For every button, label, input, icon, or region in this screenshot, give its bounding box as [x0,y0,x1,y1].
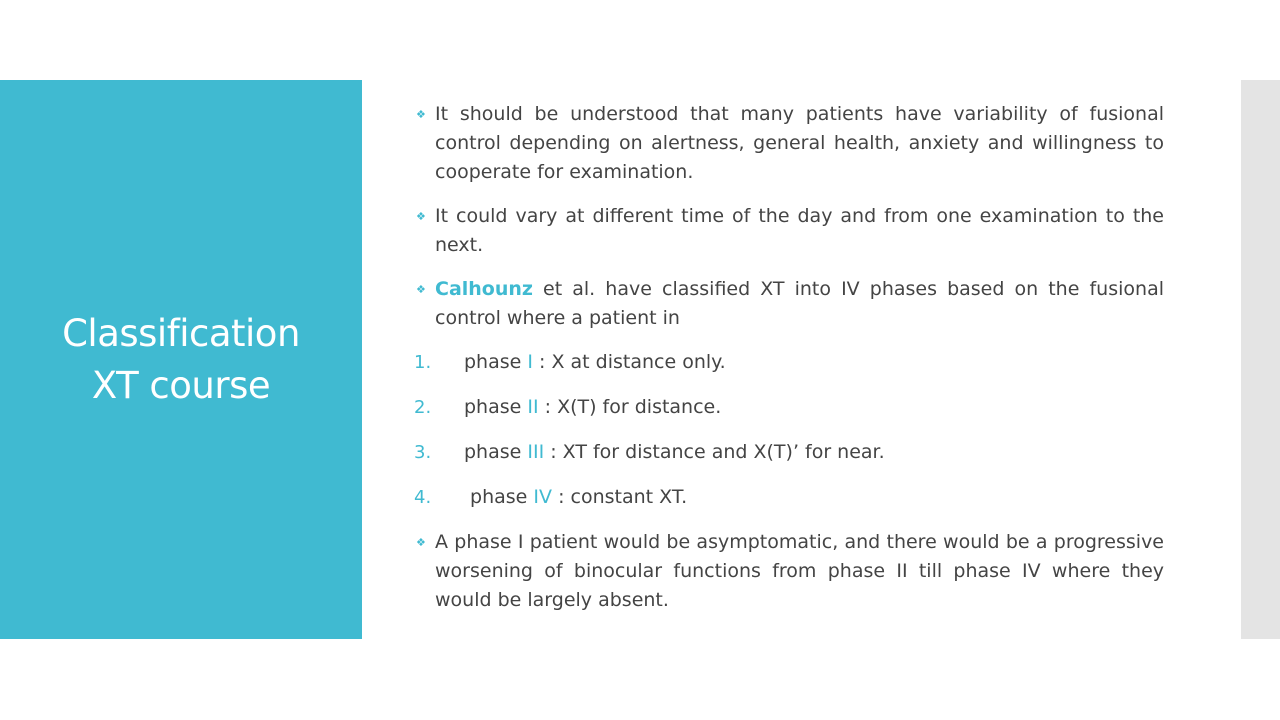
calhoun-highlight: Calhounz [435,278,533,300]
bullet-item-calhoun [414,275,1164,333]
slide-title [16,308,346,412]
phase-number: 3. [414,442,432,463]
phase-item-1 [414,348,1164,377]
title-panel [0,80,362,639]
bullet-diamond-icon: ❖ [416,536,426,549]
phase-roman: IV [533,486,553,508]
phase-roman: I [527,351,533,373]
bullet-text: It should be understood that many patients have variability of fusional control depending on alertness, general health, anxiety and willingness to cooperate for examination. [435,103,1164,183]
phase-prefix: phase [464,351,528,373]
slide-content [414,100,1164,630]
phase-number: 1. [414,352,432,373]
slide-title-line-1: Classification [62,311,300,355]
bullet-text: It could vary at different time of the day and from one examination to the next. [435,205,1164,256]
phase-prefix: phase [464,486,534,508]
bullet-diamond-icon: ❖ [416,210,426,223]
bullet-diamond-icon: ❖ [416,108,426,121]
phase-roman: III [527,441,545,463]
phase-description: : X(T) for distance. [538,396,722,418]
phase-item-4 [414,483,1164,512]
phase-description: : XT for distance and X(T)’ for near. [544,441,885,463]
phase-number: 2. [414,397,432,418]
phase-roman: II [527,396,539,418]
phase-description: : constant XT. [552,486,688,508]
bullet-item-vary-time [414,202,1164,260]
bullet-diamond-icon: ❖ [416,283,426,296]
phase-item-3 [414,438,1164,467]
slide-title-line-2: XT course [91,363,271,407]
phase-description: : X at distance only. [532,351,726,373]
phase-prefix: phase [464,396,528,418]
bullet-text: et al. have classified XT into IV phases based on the fusional control where a patient in [435,278,1164,329]
side-strip [1241,80,1280,639]
phase-item-2 [414,393,1164,422]
bullet-item-asymptomatic [414,528,1164,615]
phase-prefix: phase [464,441,528,463]
phase-number: 4. [414,487,432,508]
bullet-item-variability [414,100,1164,187]
bullet-text: A phase I patient would be asymptomatic, and there would be a progressive worsening of binocular functions from phase II till phase IV where they would be largely absent. [435,531,1164,611]
